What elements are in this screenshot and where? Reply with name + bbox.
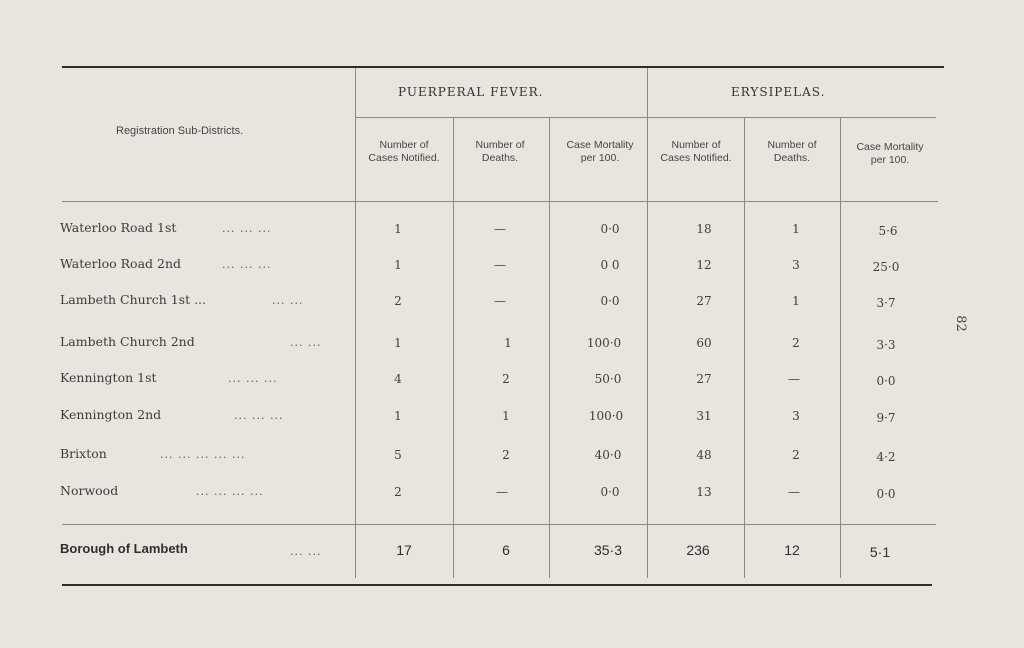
divider-vertical <box>840 118 841 578</box>
cell-er-mortality: 3·3 <box>876 338 896 352</box>
cell-pf-mortality: 40·0 <box>594 448 622 462</box>
divider-vertical <box>355 68 356 578</box>
cell-pf-mortality: 0·0 <box>600 485 620 499</box>
cell-pf-cases: 1 <box>394 409 402 423</box>
cell-pf-deaths: — <box>494 294 506 308</box>
cell-pf-deaths: — <box>494 222 506 236</box>
cell-pf-cases: 2 <box>394 485 402 499</box>
cell-pf-deaths: — <box>496 485 508 499</box>
col-pf-cases: Number of Cases Notified. <box>368 139 440 164</box>
cell-er-mortality: 4·2 <box>876 450 896 464</box>
cell-pf-cases: 1 <box>394 258 402 272</box>
top-rule <box>62 66 944 68</box>
cell-pf-mortality: 0·0 <box>600 294 620 308</box>
cell-er-cases: 27 <box>696 294 712 308</box>
row-dots: ... ... ... <box>222 258 272 271</box>
cell-pf-mortality: 100·0 <box>586 336 622 350</box>
divider-vertical <box>549 118 550 578</box>
cell-er-cases: 60 <box>696 336 712 350</box>
cell-er-deaths: 3 <box>792 258 800 272</box>
col-er-deaths: Number of Deaths. <box>767 139 817 164</box>
total-er-deaths: 12 <box>784 542 800 558</box>
total-er-mortality: 5·1 <box>869 544 891 560</box>
col-pf-deaths: Number of Deaths. <box>475 139 525 164</box>
cell-pf-deaths: 2 <box>502 448 510 462</box>
total-top-line <box>62 524 936 525</box>
cell-pf-cases: 1 <box>394 336 402 350</box>
row-dots: ... ... ... ... <box>196 485 264 498</box>
cell-pf-mortality: 100·0 <box>588 409 624 423</box>
cell-pf-deaths: — <box>494 258 506 272</box>
total-pf-deaths: 6 <box>502 542 510 558</box>
total-er-cases: 236 <box>686 542 710 558</box>
cell-er-deaths: — <box>788 485 800 499</box>
cell-pf-mortality: 0·0 <box>600 222 620 236</box>
col-pf-mortality: Case Mortality per 100. <box>566 139 634 164</box>
divider-vertical <box>744 118 745 578</box>
row-dots: ... ... ... ... ... <box>160 448 246 461</box>
total-name: Borough of Lambeth <box>60 541 188 556</box>
page-number: 82 <box>952 315 968 332</box>
divider-vertical <box>647 68 648 578</box>
cell-pf-cases: 4 <box>394 372 402 386</box>
cell-er-deaths: 1 <box>792 294 800 308</box>
row-dots: ... ... ... <box>228 372 278 385</box>
cell-pf-deaths: 1 <box>502 409 510 423</box>
section-underline <box>356 117 936 118</box>
cell-pf-cases: 1 <box>394 222 402 236</box>
bottom-rule <box>62 584 932 586</box>
row-name: Waterloo Road 2nd <box>60 256 182 271</box>
row-dots: ... ... ... <box>222 222 272 235</box>
row-name: Norwood <box>60 483 119 498</box>
cell-er-deaths: 2 <box>792 448 800 462</box>
row-name: Lambeth Church 2nd <box>60 334 195 349</box>
row-name: Lambeth Church 1st ... <box>60 292 207 307</box>
cell-pf-deaths: 1 <box>504 336 512 350</box>
cell-er-cases: 18 <box>696 222 712 236</box>
cell-pf-deaths: 2 <box>502 372 510 386</box>
cell-er-deaths: 3 <box>792 409 800 423</box>
cell-er-deaths: — <box>788 372 800 386</box>
divider-vertical <box>453 118 454 578</box>
cell-er-mortality: 0·0 <box>876 487 896 501</box>
cell-er-mortality: 5·6 <box>878 224 898 238</box>
row-name: Kennington 2nd <box>60 407 162 422</box>
cell-er-mortality: 25·0 <box>872 260 900 274</box>
cell-er-cases: 27 <box>696 372 712 386</box>
cell-er-cases: 12 <box>696 258 712 272</box>
cell-er-mortality: 0·0 <box>876 374 896 388</box>
cell-er-mortality: 9·7 <box>876 411 896 425</box>
cell-er-mortality: 3·7 <box>876 296 896 310</box>
row-name: Waterloo Road 1st <box>60 220 177 235</box>
registration-label: Registration Sub-Districts. <box>116 125 244 137</box>
row-dots: ... ... <box>272 294 304 307</box>
section-erysipelas: ERYSIPELAS. <box>731 85 826 99</box>
cell-pf-mortality: 50·0 <box>594 372 622 386</box>
row-dots: ... ... ... <box>234 409 284 422</box>
row-dots: ... ... <box>290 336 322 349</box>
row-name: Brixton <box>60 446 107 461</box>
cell-er-cases: 48 <box>696 448 712 462</box>
cell-er-cases: 31 <box>696 409 712 423</box>
cell-er-cases: 13 <box>696 485 712 499</box>
cell-pf-mortality: 0 0 <box>600 258 620 272</box>
section-puerperal-fever: PUERPERAL FEVER. <box>398 85 544 99</box>
col-er-cases: Number of Cases Notified. <box>660 139 732 164</box>
total-pf-cases: 17 <box>396 542 412 558</box>
cell-er-deaths: 1 <box>792 222 800 236</box>
cell-pf-cases: 2 <box>394 294 402 308</box>
header-bottom-line <box>62 201 938 202</box>
cell-pf-cases: 5 <box>394 448 402 462</box>
row-name: Kennington 1st <box>60 370 157 385</box>
cell-er-deaths: 2 <box>792 336 800 350</box>
total-pf-mortality: 35·3 <box>593 542 623 558</box>
total-dots: ... ... <box>290 545 322 558</box>
col-er-mortality: Case Mortality per 100. <box>856 141 924 166</box>
